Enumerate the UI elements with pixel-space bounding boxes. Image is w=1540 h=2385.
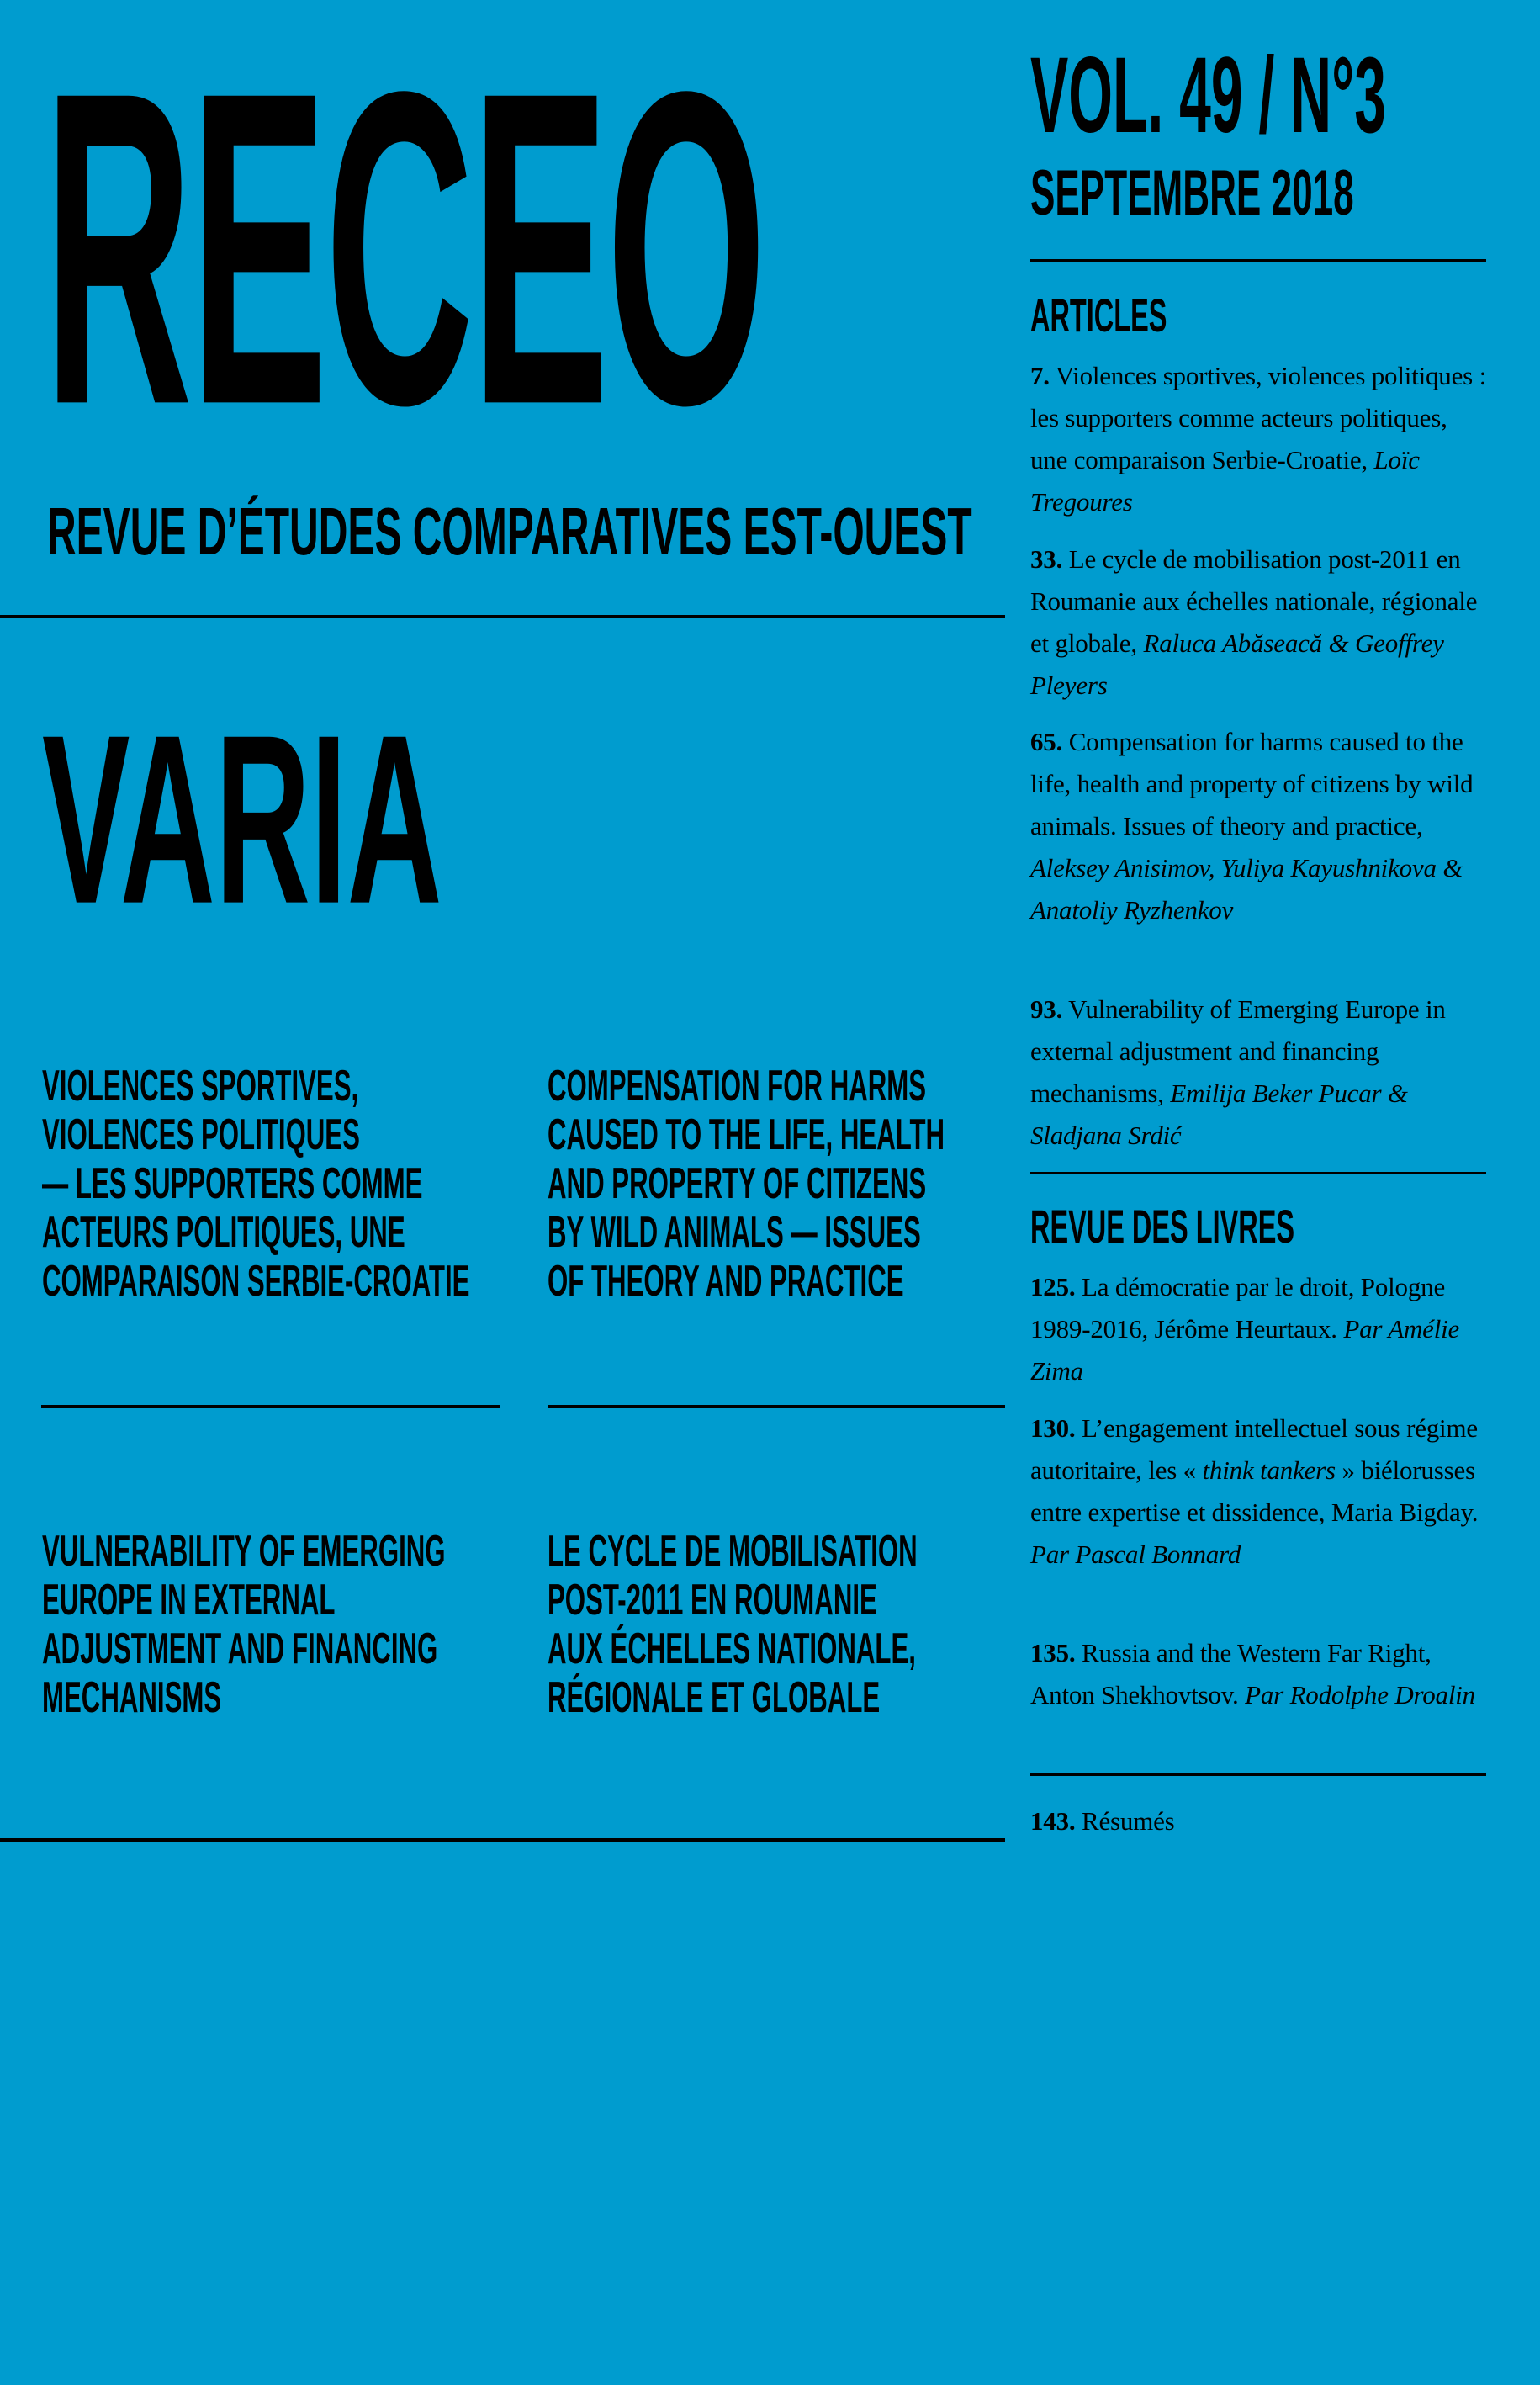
toc-entry: 135. Russia and the Western Far Right, Anton Shekhovtsov. Par Rodolphe Droalin — [1030, 1638, 1475, 1709]
journal-subtitle: REVUE D’ÉTUDES COMPARATIVES EST-OUEST — [47, 494, 972, 569]
toc-section-heading: REVUE DES LIVRES — [1030, 1200, 1295, 1253]
feature-title: COMPENSATION FOR HARMS CAUSED TO THE LIFE, HEALTH AND PROPERTY OF CITIZENS BY WILD ANIMALS — ISSUES OF THEORY AND PRACTICE — [548, 1062, 945, 1306]
toc-section-heading: ARTICLES — [1030, 289, 1167, 342]
feature-title: LE CYCLE DE MOBILISATION POST-2011 EN ROUMANIE AUX ÉCHELLES NATIONALE, RÉGIONALE ET GLOBALE — [548, 1527, 918, 1722]
toc-entry: 33. Le cycle de mobilisation post-2011 en Roumanie aux échelles nationale, régionale et globale, Raluca Abăseacă & Geoffrey Pleyers — [1030, 544, 1478, 700]
divider — [1030, 1172, 1486, 1174]
issue-volume: VOL. 49 / N°3 — [1030, 35, 1387, 156]
toc-entry: 65. Compensation for harms caused to the life, health and property of citizens by wild animals. Issues of theory and practice, Aleksey Anisimov, Yuliya Kayushnikova & Anatoliy Ryzhenkov — [1030, 727, 1474, 925]
journal-logo: RECEO — [44, 0, 765, 497]
feature-title: VULNERABILITY OF EMERGING EUROPE IN EXTERNAL ADJUSTMENT AND FINANCING MECHANISMS — [42, 1527, 446, 1722]
toc-entry: 130. L’engagement intellectuel sous régime autoritaire, les « think tankers » biélorusses entre expertise et dissidence, Maria Bigday. Par Pascal Bonnard — [1030, 1413, 1479, 1569]
divider — [1030, 259, 1486, 262]
divider — [1030, 1773, 1486, 1776]
toc-entry: 93. Vulnerability of Emerging Europe in external adjustment and financing mechanisms, Emilija Beker Pucar & Sladjana Srdić — [1030, 994, 1446, 1150]
divider — [41, 1405, 500, 1408]
divider — [0, 1838, 1005, 1842]
divider — [0, 615, 1005, 618]
feature-title: VIOLENCES SPORTIVES, VIOLENCES POLITIQUES — LES SUPPORTERS COMME ACTEURS POLITIQUES, UNE COMPARAISON SERBIE-CROATIE — [42, 1062, 470, 1306]
issue-date: SEPTEMBRE 2018 — [1030, 157, 1354, 229]
toc-entry: 143. Résumés — [1030, 1806, 1175, 1836]
divider — [548, 1405, 1005, 1408]
toc-entry: 7. Violences sportives, violences politiques : les supporters comme acteurs politiques, une comparaison Serbie-Croatie, Loïc Tregoures — [1030, 361, 1486, 517]
issue-theme: VARIA — [42, 686, 442, 955]
toc-entry: 125. La démocratie par le droit, Pologne 1989-2016, Jérôme Heurtaux. Par Amélie Zima — [1030, 1272, 1460, 1386]
